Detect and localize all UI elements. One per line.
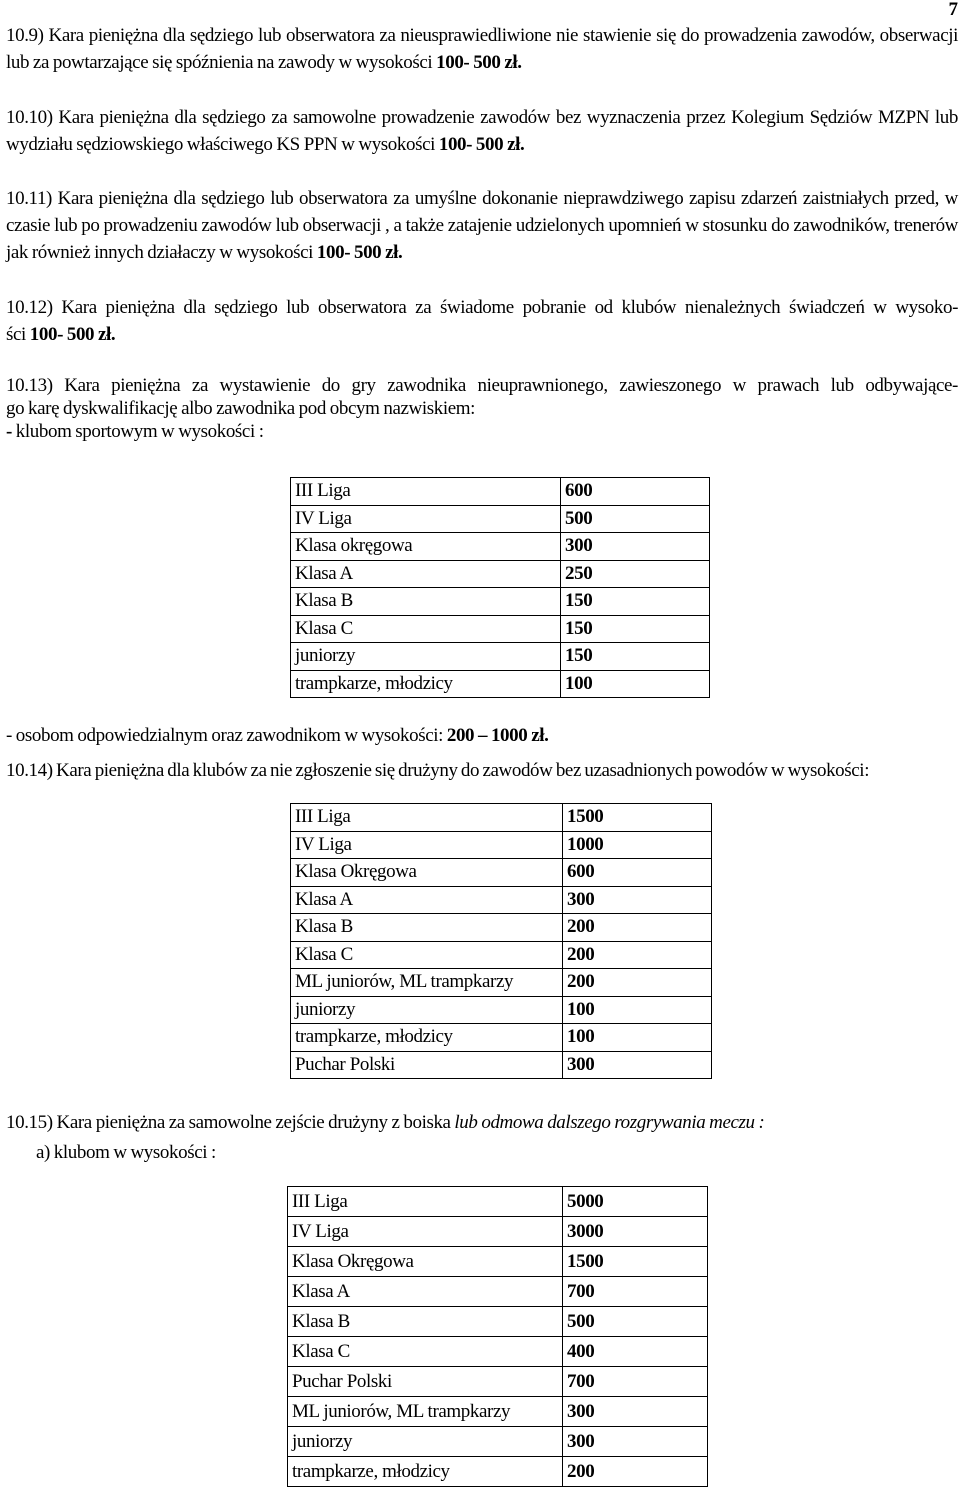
- paragraph-10-10-text: 10.10) Kara pieniężna dla sędziego za samowolne prowadzenie zawodów bez wyznaczenia przez Kolegium Sędziów MZPN lub wydziału sędziowskiego właściwego KS PPN w wysokości: [6, 107, 958, 155]
- paragraph-10-11-amount: 100- 500 zł.: [316, 242, 403, 263]
- table-row: [291, 643, 710, 671]
- paragraph-persons: [6, 722, 958, 749]
- table-row: [291, 804, 712, 832]
- table-row: [291, 670, 710, 698]
- fee-amount: 1500: [563, 804, 712, 832]
- paragraph-10-14: [6, 757, 958, 784]
- fee-category: Klasa C: [291, 615, 561, 643]
- fee-category: Klasa B: [291, 914, 563, 942]
- fee-category: IV Liga: [288, 1217, 563, 1247]
- fee-category: Klasa A: [291, 886, 563, 914]
- fee-category: juniorzy: [291, 643, 561, 671]
- fee-category: Klasa Okręgowa: [288, 1247, 563, 1277]
- paragraph-10-12-line1: 10.12) Kara pieniężna dla sędziego lub obserwatora za świadome pobranie od klubów nienależnych świadczeń w wysoko-: [6, 297, 958, 318]
- paragraph-10-15-italic: lub odmowa dalszego rozgrywania meczu :: [454, 1112, 765, 1133]
- table-row: [291, 886, 712, 914]
- fee-category: ML juniorów, ML trampkarzy: [291, 969, 563, 997]
- table-row: [288, 1307, 708, 1337]
- fee-category: Klasa C: [288, 1337, 563, 1367]
- fee-category: Klasa B: [291, 588, 561, 616]
- paragraph-10-13-line3: klubom sportowym w wysokości :: [11, 421, 264, 442]
- table-row: [288, 1367, 708, 1397]
- table-row: [291, 969, 712, 997]
- paragraph-10-12-line2: ści: [6, 324, 30, 345]
- fee-amount: 1500: [563, 1247, 708, 1277]
- fee-amount: 200: [563, 941, 712, 969]
- table-row: [288, 1187, 708, 1217]
- fee-amount: 3000: [563, 1217, 708, 1247]
- fee-category: Klasa B: [288, 1307, 563, 1337]
- paragraph-10-12: [6, 294, 958, 348]
- fee-category: IV Liga: [291, 505, 561, 533]
- fee-category: III Liga: [291, 804, 563, 832]
- fee-category: Puchar Polski: [288, 1367, 563, 1397]
- table-row: [288, 1217, 708, 1247]
- fee-category: trampkarze, młodzicy: [288, 1457, 563, 1487]
- table-row: [291, 914, 712, 942]
- paragraph-10-12-amount: 100- 500 zł.: [29, 324, 116, 345]
- table-row: [291, 505, 710, 533]
- fee-table-ineligible-player: [290, 477, 710, 698]
- fee-amount: 5000: [563, 1187, 708, 1217]
- table-row: [288, 1247, 708, 1277]
- fee-category: IV Liga: [291, 831, 563, 859]
- page-number: 7: [948, 0, 958, 20]
- table-row: [288, 1457, 708, 1487]
- table-row: [291, 478, 710, 506]
- fee-amount: 200: [563, 969, 712, 997]
- table-row: [291, 560, 710, 588]
- table-row: [288, 1427, 708, 1457]
- table-row: [291, 996, 712, 1024]
- fee-table-leaving-field: [287, 1186, 708, 1487]
- fee-category: juniorzy: [288, 1427, 563, 1457]
- paragraph-10-13: [6, 374, 958, 443]
- table-row: [288, 1397, 708, 1427]
- paragraph-10-15-text: 10.15) Kara pieniężna za samowolne zejście drużyny z boiska: [6, 1112, 455, 1133]
- fee-category: trampkarze, młodzicy: [291, 1024, 563, 1052]
- fee-amount: 100: [563, 996, 712, 1024]
- fee-amount: 100: [563, 1024, 712, 1052]
- fee-category: III Liga: [291, 478, 561, 506]
- paragraph-10-10-amount: 100- 500 zł.: [438, 134, 525, 155]
- fee-amount: 200: [563, 1457, 708, 1487]
- fee-amount: 300: [561, 533, 710, 561]
- table-row: [288, 1277, 708, 1307]
- paragraph-10-14-text: 10.14) Kara pieniężna dla klubów za nie zgłoszenie się drużyny do zawodów bez uzasadnionych powodów w wysokości:: [6, 760, 870, 781]
- paragraph-10-15-sub-a: a) klubom w wysokości :: [36, 1142, 216, 1163]
- paragraph-10-11-text: 10.11) Kara pieniężna dla sędziego lub obserwatora za umyślne dokonanie nieprawdziwego zapisu zdarzeń zaistniałych przed, w czasie lub po prowadzeniu zawodów lub obserwacji , a także zatajenie udzielonych upomnień w stosunku do zawodników, trenerów jak również innych działaczy w wysokości: [6, 188, 958, 263]
- fee-amount: 1000: [563, 831, 712, 859]
- fee-amount: 150: [561, 643, 710, 671]
- fee-category: Klasa A: [291, 560, 561, 588]
- table-row: [291, 859, 712, 887]
- fee-amount: 150: [561, 588, 710, 616]
- paragraph-persons-text: - osobom odpowiedzialnym oraz zawodnikom w wysokości:: [6, 725, 447, 746]
- fee-amount: 250: [561, 560, 710, 588]
- paragraph-10-13-dash: -: [6, 421, 12, 442]
- table-row: [291, 533, 710, 561]
- fee-amount: 100: [561, 670, 710, 698]
- fee-amount: 500: [561, 505, 710, 533]
- fee-category: III Liga: [288, 1187, 563, 1217]
- fee-category: ML juniorów, ML trampkarzy: [288, 1397, 563, 1427]
- fee-amount: 700: [563, 1277, 708, 1307]
- fee-amount: 200: [563, 914, 712, 942]
- paragraph-10-13-line1: 10.13) Kara pieniężna za wystawienie do gry zawodnika nieuprawnionego, zawieszonego w prawach lub odbywające-: [6, 375, 958, 396]
- fee-category: Klasa A: [288, 1277, 563, 1307]
- table-row: [291, 1051, 712, 1079]
- fee-amount: 700: [563, 1367, 708, 1397]
- fee-category: Klasa C: [291, 941, 563, 969]
- table-row: [291, 588, 710, 616]
- paragraph-10-13-line2: go karę dyskwalifikację albo zawodnika pod obcym nazwiskiem:: [6, 398, 475, 419]
- fee-category: Klasa Okręgowa: [291, 859, 563, 887]
- fee-amount: 300: [563, 1397, 708, 1427]
- fee-category: trampkarze, młodzicy: [291, 670, 561, 698]
- table-row: [288, 1337, 708, 1367]
- table-row: [291, 941, 712, 969]
- fee-table-no-show: [290, 803, 712, 1079]
- paragraph-10-11: [6, 185, 958, 266]
- table-row: [291, 1024, 712, 1052]
- fee-amount: 500: [563, 1307, 708, 1337]
- fee-category: Puchar Polski: [291, 1051, 563, 1079]
- paragraph-10-9-text: 10.9) Kara pieniężna dla sędziego lub obserwatora za nieusprawiedliwione nie stawienie się do prowadzenia zawodów, obserwacji lub za powtarzające się spóźnienia na zawody w wysokości: [6, 25, 958, 73]
- fee-amount: 600: [561, 478, 710, 506]
- table-row: [291, 615, 710, 643]
- fee-amount: 600: [563, 859, 712, 887]
- fee-amount: 400: [563, 1337, 708, 1367]
- fee-amount: 300: [563, 886, 712, 914]
- fee-amount: 150: [561, 615, 710, 643]
- paragraph-10-9-amount: 100- 500 zł.: [436, 52, 522, 73]
- fee-amount: 300: [563, 1051, 712, 1079]
- fee-category: Klasa okręgowa: [291, 533, 561, 561]
- fee-amount: 300: [563, 1427, 708, 1457]
- table-row: [291, 831, 712, 859]
- paragraph-10-15: [6, 1108, 958, 1168]
- paragraph-10-10: [6, 104, 958, 158]
- paragraph-persons-amount: 200 – 1000 zł.: [446, 725, 549, 746]
- paragraph-10-9: [6, 22, 958, 76]
- fee-category: juniorzy: [291, 996, 563, 1024]
